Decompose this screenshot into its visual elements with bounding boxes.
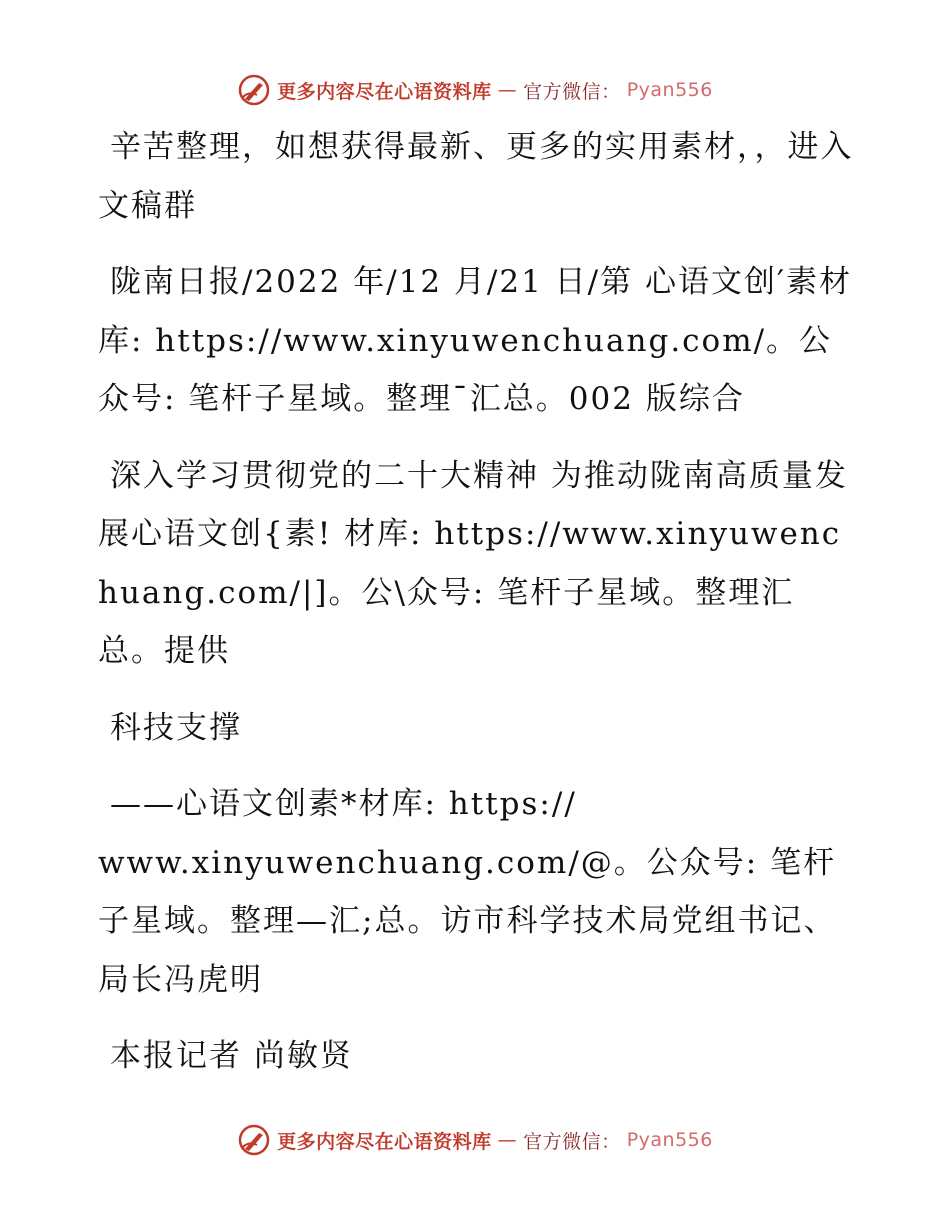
banner-dash: — [497, 79, 518, 101]
banner-title: 更多内容尽在心语资料库 [277, 1130, 492, 1153]
banner-dash: — [497, 1129, 518, 1151]
quill-pen-icon [237, 1123, 271, 1157]
banner-wechat-id: Pyan556 [626, 1129, 713, 1151]
quill-pen-icon [237, 73, 271, 107]
header-banner [0, 68, 950, 112]
document-body [98, 118, 858, 1104]
header-banner-content [237, 73, 713, 107]
banner-wechat-label: 官方微信： [523, 80, 621, 103]
paragraph-interview: ——心语文创素*材库: https:// www.xinyuwenchuang.com/@。公众号: 笔杆子星域。整理—汇;总。访市科学技术局党组书记、局长冯虎明 [98, 786, 837, 998]
banner-wechat-id: Pyan556 [626, 79, 713, 101]
paragraph-subheadline: 科技支撑 [110, 709, 242, 746]
paragraph-intro: 辛苦整理，如想获得最新、更多的实用素材，，进入文稿群 [98, 129, 854, 224]
banner-wechat-label: 官方微信： [523, 1130, 621, 1153]
paragraph-byline: 本报记者 尚敏贤 [110, 1038, 353, 1074]
banner-title: 更多内容尽在心语资料库 [277, 80, 492, 103]
footer-banner [0, 1118, 950, 1162]
footer-banner-content [237, 1123, 713, 1157]
paragraph-source: 陇南日报/2022 年/12 月/21 日/第 心语文创′素材库: https://www.xinyuwenchuang.com/。公众号: 笔杆子星域。整理¯汇总。002 版综合 [98, 264, 853, 417]
paragraph-headline: 深入学习贯彻党的二十大精神 为推动陇南高质量发展心语文创{素! 材库: https://www.xinyuwenchuang.com/|]。公\众号: 笔杆子星域。整理汇总。提供 [98, 457, 848, 669]
